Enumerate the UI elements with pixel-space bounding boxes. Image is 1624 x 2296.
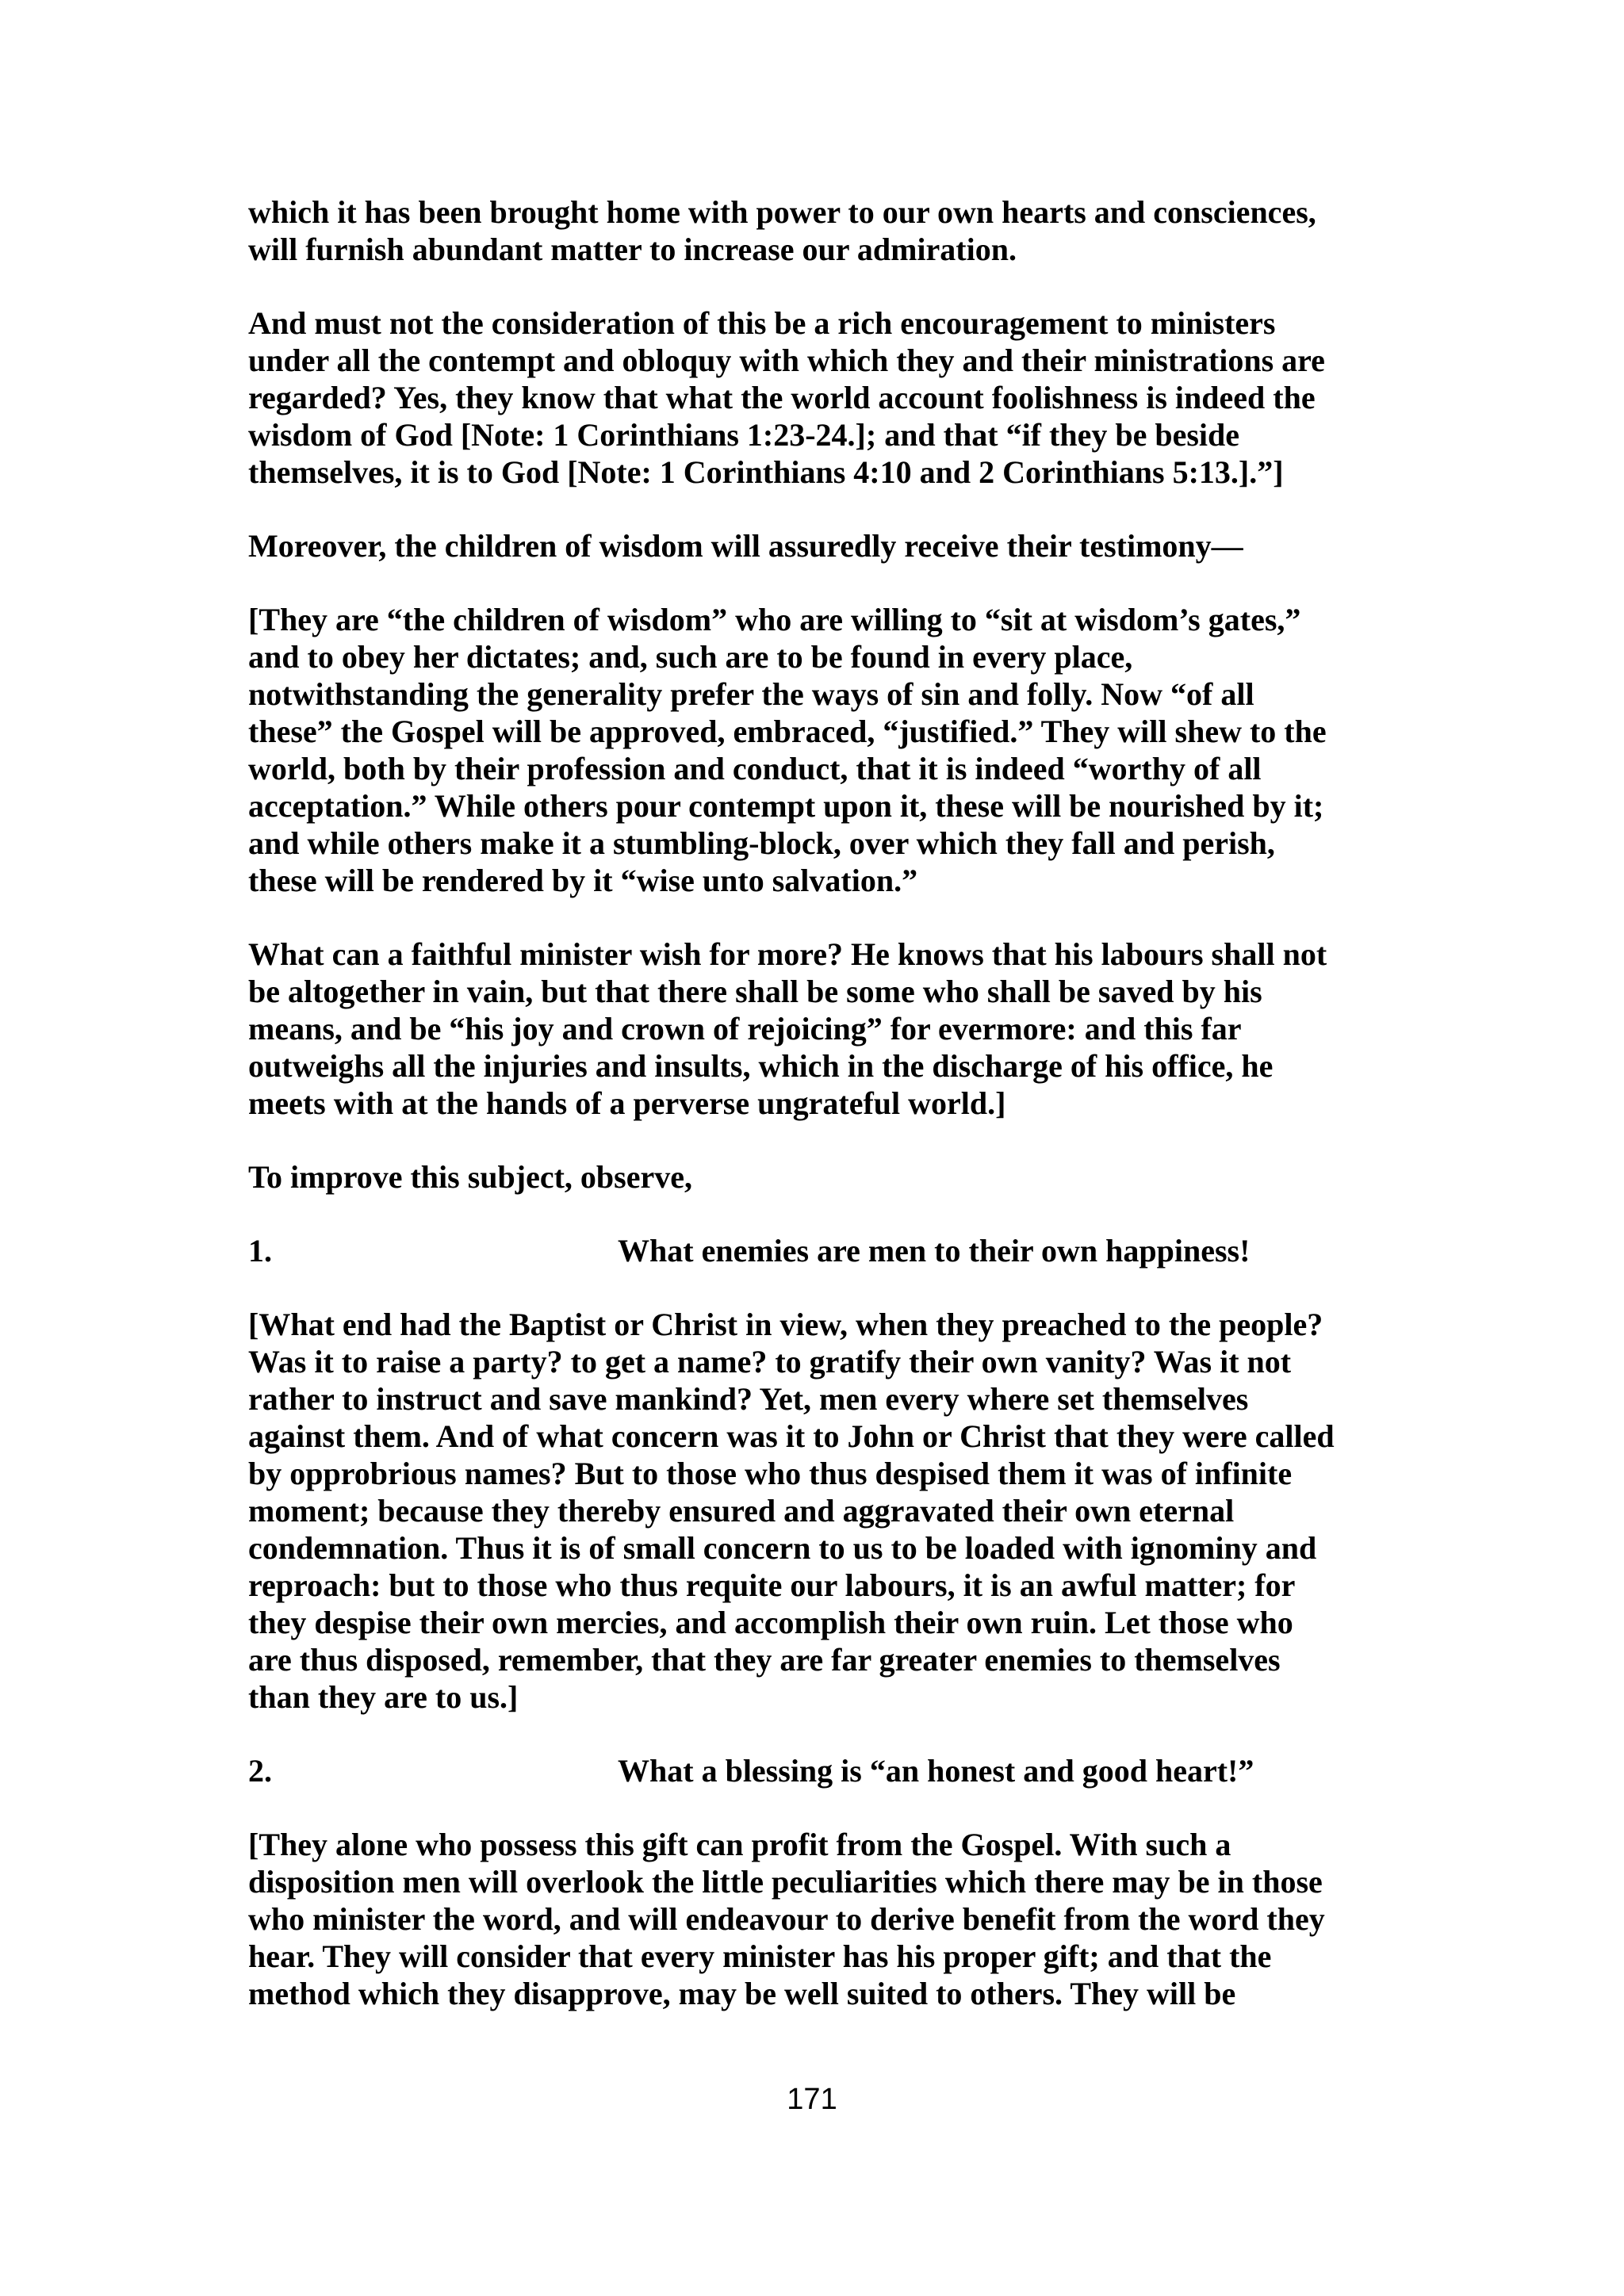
paragraph [248, 601, 1390, 899]
paragraph [248, 304, 1390, 491]
text-line: means, and be “his joy and crown of rejoicing” for evermore: and this far [248, 1011, 1242, 1047]
text-line: disposition men will overlook the little peculiarities which there may be in those [248, 1864, 1323, 1900]
text-line: they despise their own mercies, and accomplish their own ruin. Let those who [248, 1605, 1293, 1640]
text-line: What can a faithful minister wish for more? He knows that his labours shall not [248, 936, 1327, 972]
page-number: 171 [787, 2083, 837, 2116]
heading-title: What enemies are men to their own happiness! [618, 1233, 1251, 1269]
text-line: meets with at the hands of a perverse ungrateful world.] [248, 1085, 1006, 1121]
text-line: these will be rendered by it “wise unto salvation.” [248, 863, 918, 898]
text-line: be altogether in vain, but that there shall be some who shall be saved by his [248, 974, 1262, 1009]
text-line: outweighs all the injuries and insults, which in the discharge of his office, he [248, 1048, 1274, 1084]
text-line: will furnish abundant matter to increase our admiration. [248, 232, 1017, 267]
text-line: notwithstanding the generality prefer the ways of sin and folly. Now “of all [248, 676, 1254, 712]
paragraph [248, 193, 1390, 268]
paragraph [248, 1158, 1390, 1196]
heading-number: 2. [248, 1753, 272, 1789]
text-line: reproach: but to those who thus requite our labours, it is an awful matter; for [248, 1567, 1296, 1603]
text-line: method which they disapprove, may be well suited to others. They will be [248, 1976, 1236, 2011]
text-line: moment; because they thereby ensured and aggravated their own eternal [248, 1493, 1235, 1529]
text-line: world, both by their profession and conduct, that it is indeed “worthy of all [248, 751, 1262, 786]
text-line: Was it to raise a party? to get a name? to gratify their own vanity? Was it not [248, 1344, 1292, 1380]
heading-number: 1. [248, 1233, 272, 1269]
heading-title: What a blessing is “an honest and good heart!” [618, 1753, 1254, 1789]
paragraph [248, 1826, 1390, 2012]
text-line: acceptation.” While others pour contempt upon it, these will be nourished by it; [248, 788, 1324, 824]
section-heading [248, 1232, 1390, 1269]
text-line: than they are to us.] [248, 1679, 519, 1715]
text-line: And must not the consideration of this be a rich encouragement to ministers [248, 305, 1276, 341]
text-line: which it has been brought home with power to our own hearts and consciences, [248, 194, 1316, 230]
text-line: Moreover, the children of wisdom will assuredly receive their testimony— [248, 528, 1243, 564]
text-line: wisdom of God [Note: 1 Corinthians 1:23-24.]; and that “if they be beside [248, 417, 1239, 453]
text-line: [They alone who possess this gift can profit from the Gospel. With such a [248, 1827, 1231, 1862]
text-line: are thus disposed, remember, that they are far greater enemies to themselves [248, 1642, 1281, 1678]
text-line: regarded? Yes, they know that what the world account foolishness is indeed the [248, 380, 1316, 415]
text-line: against them. And of what concern was it to John or Christ that they were called [248, 1418, 1335, 1454]
text-line: by opprobrious names? But to those who thus despised them it was of infinite [248, 1456, 1293, 1491]
text-line: rather to instruct and save mankind? Yet, men every where set themselves [248, 1381, 1249, 1417]
text-line: condemnation. Thus it is of small concern to us to be loaded with ignominy and [248, 1530, 1317, 1566]
section-heading [248, 1752, 1390, 1789]
text-line: and while others make it a stumbling-block, over which they fall and perish, [248, 825, 1275, 861]
text-line: under all the contempt and obloquy with which they and their ministrations are [248, 342, 1325, 378]
text-line: To improve this subject, observe, [248, 1159, 692, 1195]
paragraph [248, 1306, 1390, 1716]
text-line: themselves, it is to God [Note: 1 Corinthians 4:10 and 2 Corinthians 5:13.].”] [248, 454, 1284, 490]
paragraph [248, 936, 1390, 1122]
text-line: [What end had the Baptist or Christ in view, when they preached to the people? [248, 1307, 1323, 1342]
text-line: hear. They will consider that every minister has his proper gift; and that the [248, 1938, 1272, 1974]
page-body [248, 193, 1390, 2049]
text-line: these” the Gospel will be approved, embraced, “justified.” They will shew to the [248, 714, 1327, 749]
paragraph [248, 527, 1390, 564]
text-line: and to obey her dictates; and, such are to be found in every place, [248, 639, 1133, 675]
text-line: who minister the word, and will endeavour to derive benefit from the word they [248, 1901, 1325, 1937]
text-line: [They are “the children of wisdom” who are willing to “sit at wisdom’s gates,” [248, 602, 1301, 637]
